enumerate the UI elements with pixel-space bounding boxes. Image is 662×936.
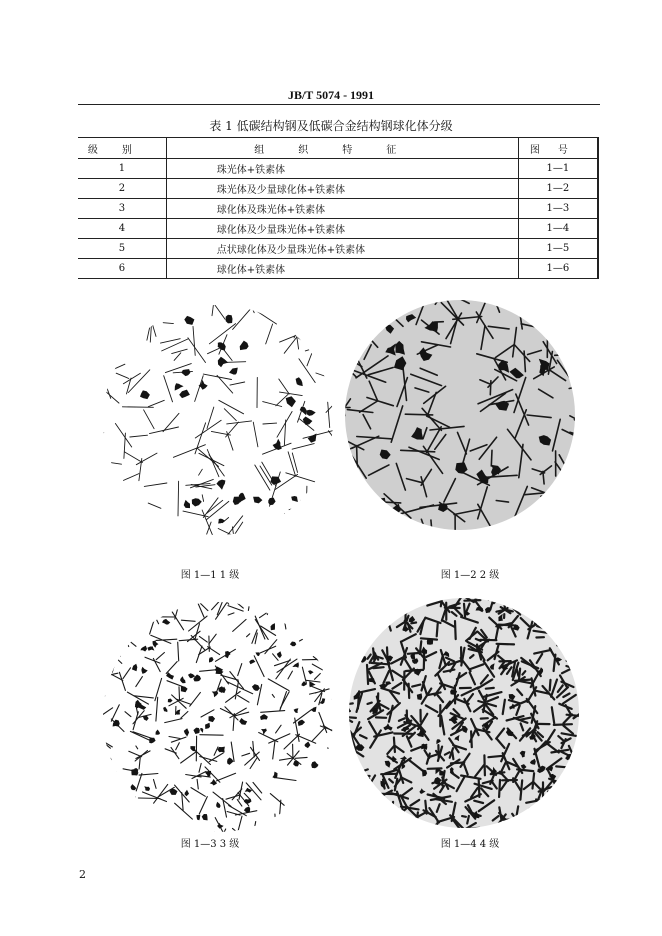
cell-feature: 珠光体及少量球化体+铁素体 (166, 179, 518, 199)
column-header-figure: 图号 (518, 138, 598, 159)
cell-grade: 6 (78, 259, 166, 279)
cell-grade: 4 (78, 219, 166, 239)
cell-feature: 珠光体+铁素体 (166, 159, 518, 179)
table-header-row (78, 138, 598, 159)
cell-grade: 1 (78, 159, 166, 179)
table-row (78, 159, 598, 179)
figure-caption-4: 图 1—4 4 级 (440, 839, 500, 850)
table-row (78, 259, 598, 279)
micrograph-grade-4 (344, 593, 584, 833)
table-title: 表 1 低碳结构钢及低碳合金结构钢球化体分级 (209, 119, 453, 133)
cell-figure: 1—6 (518, 259, 598, 279)
table-row (78, 219, 598, 239)
page-number: 2 (79, 868, 86, 881)
micrograph-grade-2 (340, 295, 580, 535)
cell-grade: 2 (78, 179, 166, 199)
micrograph-grade-3 (98, 597, 338, 837)
cell-feature: 球化体及珠光体+铁素体 (166, 199, 518, 219)
cell-figure: 1—2 (518, 179, 598, 199)
table-row (78, 239, 598, 259)
standard-code: JB/T 5074 - 1991 (287, 88, 375, 102)
cell-figure: 1—1 (518, 159, 598, 179)
cell-grade: 5 (78, 239, 166, 259)
cell-feature: 点状球化体及少量珠光体+铁素体 (166, 239, 518, 259)
column-header-feature: 组织特征 (166, 138, 518, 159)
column-header-grade: 级别 (78, 138, 166, 159)
cell-grade: 3 (78, 199, 166, 219)
grade-table (78, 137, 599, 279)
cell-feature: 球化体+铁素体 (166, 259, 518, 279)
header-rule (78, 104, 600, 105)
table-row (78, 179, 598, 199)
table-row (78, 199, 598, 219)
cell-figure: 1—3 (518, 199, 598, 219)
figure-caption-2: 图 1—2 2 级 (440, 570, 500, 581)
cell-figure: 1—5 (518, 239, 598, 259)
figure-caption-1: 图 1—1 1 级 (180, 570, 240, 581)
cell-feature: 球化体及少量珠光体+铁素体 (166, 219, 518, 239)
micrograph-grade-1 (98, 300, 338, 540)
figure-caption-3: 图 1—3 3 级 (180, 839, 240, 850)
cell-figure: 1—4 (518, 219, 598, 239)
